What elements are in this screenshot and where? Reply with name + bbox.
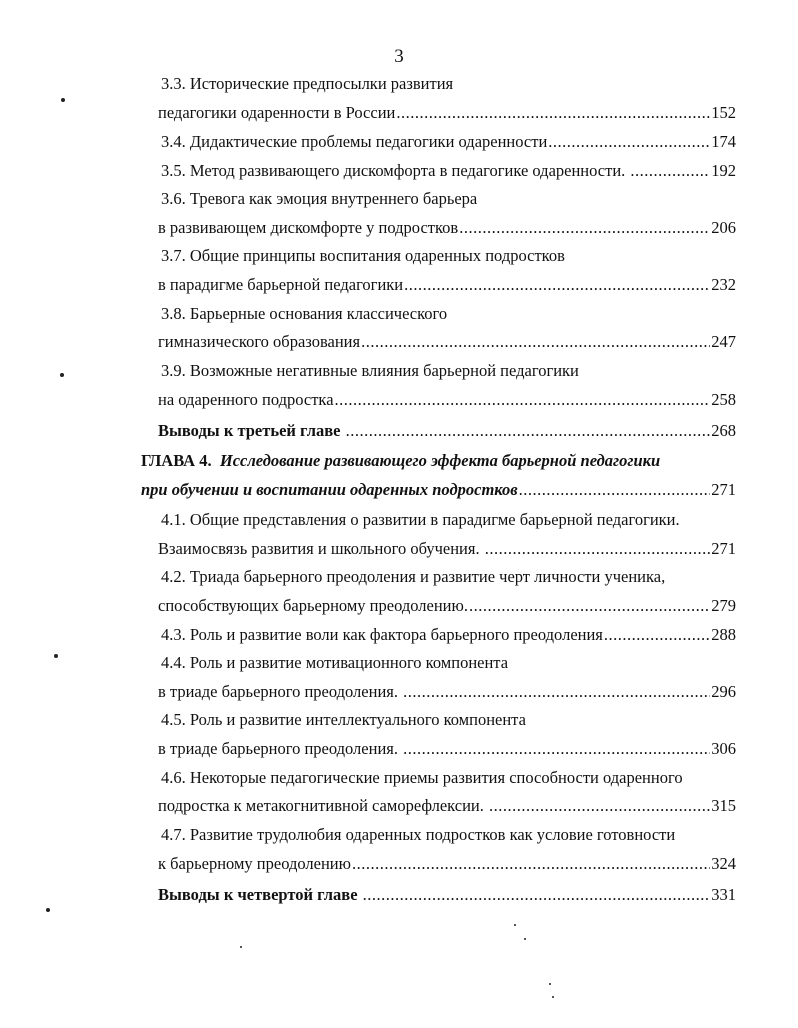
toc-chapter-4[interactable]: при обучении и воспитании одаренных подростков ..... 271 bbox=[141, 479, 736, 501]
leader-dots bbox=[404, 274, 710, 296]
toc-entry-3-4[interactable]: 3.4. Дидактические проблемы педагогики одаренности ..... 174 bbox=[161, 131, 736, 153]
page-ref: 306 bbox=[711, 739, 736, 758]
page-ref: 206 bbox=[711, 218, 736, 237]
leader-dots bbox=[363, 884, 711, 906]
toc-entry-4-7-title: 4.7. Развитие трудолюбия одаренных подростков как условие готовности bbox=[161, 825, 676, 844]
scan-speck bbox=[549, 983, 551, 985]
scan-speck bbox=[240, 946, 242, 948]
scan-speck bbox=[524, 938, 526, 940]
page-ref: 271 bbox=[711, 480, 736, 499]
toc-entry-4-6-title: 4.6. Некоторые педагогические приемы развития способности одаренного bbox=[161, 768, 683, 787]
page-number: 3 bbox=[394, 46, 404, 67]
toc-entry-4-4-title: 4.4. Роль и развитие мотивационного компонента bbox=[161, 653, 509, 672]
toc-entry-conclusions-ch4[interactable]: Выводы к четвертой главе ..... 331 bbox=[158, 884, 736, 906]
toc-entry-4-3[interactable]: 4.3. Роль и развитие воли как фактора барьерного преодоления ..... 288 bbox=[161, 624, 736, 646]
leader-dots bbox=[489, 795, 710, 817]
toc-entry-3-3-title: 3.3. Исторические предпосылки развития bbox=[161, 74, 454, 93]
leader-dots bbox=[485, 538, 711, 560]
toc-entry-4-5[interactable]: в триаде барьерного преодоления. ..... 306 bbox=[158, 738, 736, 760]
toc-entry-4-5-title: 4.5. Роль и развитие интеллектуального компонента bbox=[161, 710, 526, 729]
leader-dots bbox=[396, 102, 710, 124]
toc-entry-3-7[interactable]: в парадигме барьерной педагогики ..... 232 bbox=[158, 274, 736, 296]
toc-entry-4-7[interactable]: к барьерному преодолению ..... 324 bbox=[158, 853, 736, 875]
toc-entry-3-3[interactable]: педагогики одаренности в России ..... 152 bbox=[158, 102, 736, 124]
toc-entry-4-1[interactable]: Взаимосвязь развития и школьного обучения. ..... 271 bbox=[158, 538, 736, 560]
leader-dots bbox=[352, 853, 710, 875]
page-ref: 296 bbox=[711, 682, 736, 701]
leader-dots bbox=[459, 217, 710, 239]
toc-entry-3-5[interactable]: 3.5. Метод развивающего дискомфорта в педагогике одаренности. ..... 192 bbox=[161, 160, 736, 182]
scan-speck bbox=[61, 98, 65, 102]
toc-entry-conclusions-ch3[interactable]: Выводы к третьей главе ..... 268 bbox=[158, 420, 736, 442]
chapter-title: Исследование развивающего эффекта барьерной педагогики bbox=[219, 451, 661, 470]
page-ref: 258 bbox=[711, 390, 736, 409]
scan-speck bbox=[54, 654, 58, 658]
leader-dots bbox=[403, 738, 710, 760]
toc-entry-3-9-title: 3.9. Возможные негативные влияния барьерной педагогики bbox=[161, 361, 579, 380]
leader-dots bbox=[403, 681, 710, 703]
leader-dots bbox=[630, 160, 710, 182]
toc-entry-3-6-title: 3.6. Тревога как эмоция внутреннего барьера bbox=[161, 189, 478, 208]
leader-dots bbox=[335, 389, 711, 411]
toc-entry-4-4[interactable]: в триаде барьерного преодоления. ..... 296 bbox=[158, 681, 736, 703]
toc-entry-4-6[interactable]: подростка к метакогнитивной саморефлексии. ..... 315 bbox=[158, 795, 736, 817]
toc-entry-4-2-title: 4.2. Триада барьерного преодоления и развитие черт личности ученика, bbox=[161, 567, 666, 586]
scan-speck bbox=[552, 996, 554, 998]
page-ref: 232 bbox=[711, 275, 736, 294]
page-ref: 271 bbox=[711, 539, 736, 558]
page-ref: 324 bbox=[711, 854, 736, 873]
leader-dots bbox=[519, 479, 711, 501]
toc-entry-4-2[interactable]: способствующих барьерному преодолению. ..... 279 bbox=[158, 595, 736, 617]
page-ref: 174 bbox=[711, 132, 736, 151]
leader-dots bbox=[361, 331, 710, 353]
page-ref: 192 bbox=[711, 161, 736, 180]
scan-speck bbox=[60, 373, 64, 377]
toc-entry-3-6[interactable]: в развивающем дискомфорте у подростков ..... 206 bbox=[158, 217, 736, 239]
page-ref: 331 bbox=[711, 885, 736, 904]
page-ref: 247 bbox=[711, 332, 736, 351]
page-ref: 152 bbox=[711, 103, 736, 122]
scan-speck bbox=[514, 924, 516, 926]
page-ref: 279 bbox=[711, 596, 736, 615]
page-ref: 268 bbox=[711, 421, 736, 440]
toc-entry-3-8-title: 3.8. Барьерные основания классического bbox=[161, 304, 448, 323]
leader-dots bbox=[346, 420, 711, 442]
leader-dots bbox=[604, 624, 710, 646]
toc-entry-3-9[interactable]: на одаренного подростка ..... 258 bbox=[158, 389, 736, 411]
page-ref: 288 bbox=[711, 625, 736, 644]
leader-dots bbox=[469, 595, 710, 617]
chapter-label: ГЛАВА 4. bbox=[141, 451, 212, 470]
toc-chapter-4-title bbox=[141, 450, 741, 472]
page-ref: 315 bbox=[711, 796, 736, 815]
toc-entry-4-1-title: 4.1. Общие представления о развитии в парадигме барьерной педагогики. bbox=[161, 510, 680, 529]
leader-dots bbox=[548, 131, 710, 153]
scan-speck bbox=[46, 908, 50, 912]
toc-entry-3-7-title: 3.7. Общие принципы воспитания одаренных подростков bbox=[161, 246, 565, 265]
toc-entry-3-8[interactable]: гимназического образования ..... 247 bbox=[158, 331, 736, 353]
